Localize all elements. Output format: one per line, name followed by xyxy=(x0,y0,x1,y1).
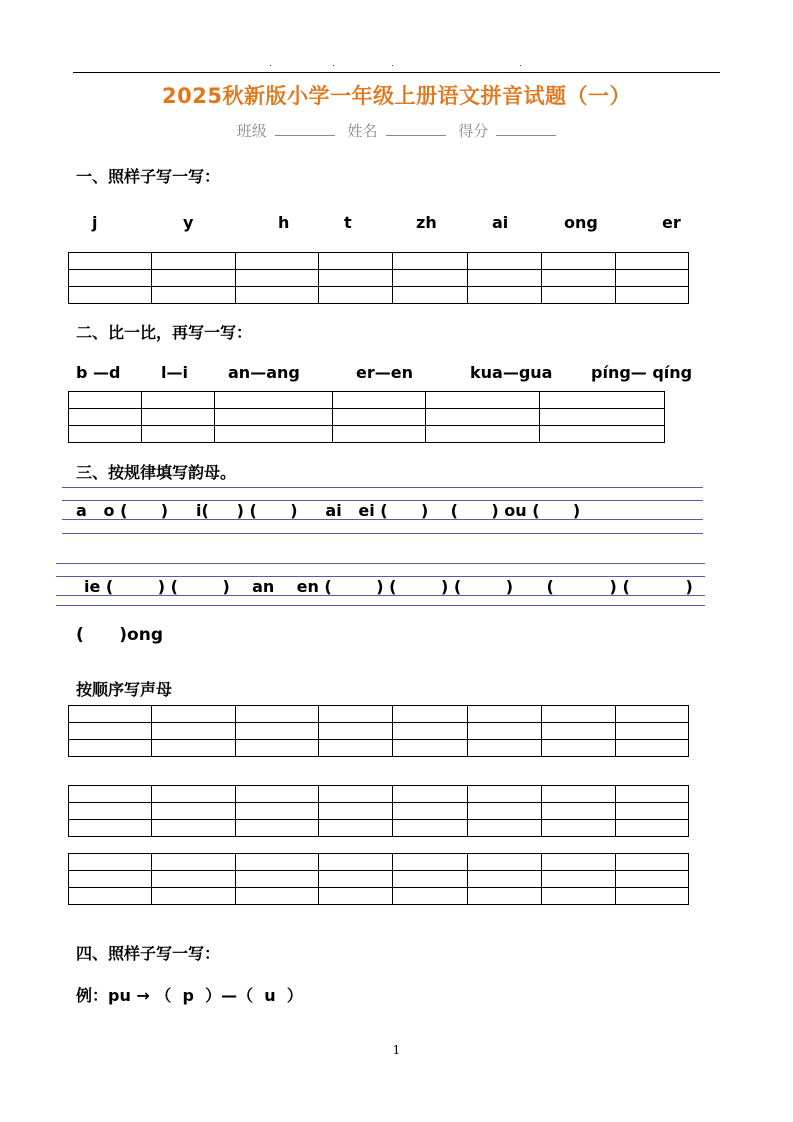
class-label: 班级 xyxy=(236,122,267,140)
example-line: 例：pu → （ p ）—（ u ） xyxy=(76,986,303,1005)
writing-grid-1[interactable] xyxy=(68,252,689,304)
writing-grid-5[interactable] xyxy=(68,853,689,905)
score-blank[interactable] xyxy=(496,121,556,136)
page-number: 1 xyxy=(392,1043,401,1057)
header-rule xyxy=(73,72,720,73)
section3-heading: 三、按规律填写韵母。 xyxy=(76,463,237,482)
score-label: 得分 xyxy=(458,122,489,140)
pinyin-line xyxy=(56,563,705,564)
section2-heading: 二、比一比，再写一写： xyxy=(76,323,253,342)
writing-grid-2[interactable] xyxy=(68,391,665,443)
name-blank[interactable] xyxy=(386,121,446,136)
section4-heading: 四、照样子写一写： xyxy=(76,944,221,963)
s1-label-t: t xyxy=(344,213,352,232)
s2-label-6: píng— qíng xyxy=(591,363,693,382)
vowel-sequence-2[interactable]: ie ( ) ( ) an en ( ) ( ) ( ) ( ) ( ) xyxy=(84,577,693,596)
page-title: 2025秋新版小学一年级上册语文拼音试题（一） xyxy=(162,84,631,108)
s1-label-y: y xyxy=(183,213,194,232)
s2-label-1: b —d xyxy=(76,363,121,382)
s1-label-er: er xyxy=(662,213,681,232)
section1-heading: 一、照样子写一写： xyxy=(76,167,221,186)
s2-label-2: l—i xyxy=(161,363,188,382)
vowel-sequence-3[interactable]: ( )ong xyxy=(76,625,164,645)
s1-label-j: j xyxy=(92,213,98,232)
s1-label-h: h xyxy=(278,213,290,232)
class-blank[interactable] xyxy=(275,121,335,136)
s2-label-3: an—ang xyxy=(228,363,300,382)
s1-label-ai: ai xyxy=(492,213,509,232)
name-label: 姓名 xyxy=(347,122,378,140)
vowel-sequence-1[interactable]: a o ( ) i( ) ( ) ai ei ( ) ( ) ou ( ) xyxy=(76,501,581,520)
s2-label-5: kua—gua xyxy=(470,363,553,382)
s2-label-4: er—en xyxy=(356,363,413,382)
s1-label-zh: zh xyxy=(416,213,437,232)
student-info xyxy=(0,120,793,141)
pinyin-line xyxy=(56,605,705,606)
initials-heading: 按顺序写声母 xyxy=(76,680,173,699)
pinyin-line xyxy=(62,487,703,488)
writing-grid-3[interactable] xyxy=(68,705,689,757)
pinyin-line xyxy=(62,533,703,534)
s1-label-ong: ong xyxy=(564,213,598,232)
writing-grid-4[interactable] xyxy=(68,785,689,837)
